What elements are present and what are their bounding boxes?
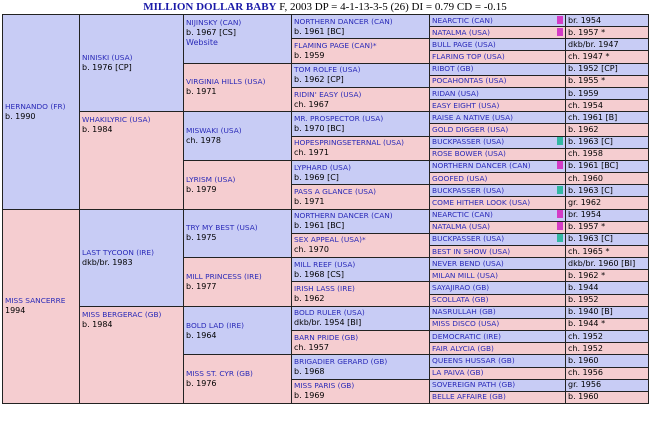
g3-name[interactable]: LYRISM (USA) — [186, 174, 236, 184]
g3-name[interactable]: MISS ST. CYR (GB) — [186, 369, 253, 379]
g4-cell — [292, 258, 430, 282]
g5-name[interactable]: GOOFED (USA) — [432, 173, 488, 183]
g5-name[interactable]: QUEENS HUSSAR (GB) — [432, 355, 515, 365]
g2-name[interactable]: NINISKI (USA) — [82, 53, 133, 63]
g4-born: b. 1969 — [294, 391, 325, 401]
g2-cell — [80, 15, 184, 112]
g3-cell — [184, 160, 292, 209]
g5-cell — [430, 282, 566, 294]
g4-born: b. 1959 — [294, 50, 325, 60]
g5-cell — [430, 51, 566, 63]
g5-name[interactable]: BUCKPASSER (USA) — [432, 137, 505, 147]
g2-born: dkb/br. 1983 — [82, 257, 133, 267]
g5-cell — [430, 245, 566, 257]
g5-born: b. 1944 * — [566, 318, 649, 330]
g5-cell — [430, 379, 566, 391]
g2-cell — [80, 209, 184, 306]
g5-name[interactable]: SCOLLATA (GB) — [432, 295, 489, 305]
g2-name[interactable]: MISS BERGERAC (GB) — [82, 309, 162, 319]
g5-name[interactable]: BELLE AFFAIRE (GB) — [432, 392, 506, 402]
g5-name[interactable]: POCAHONTAS (USA) — [432, 76, 507, 86]
g5-born: dkb/br. 1960 [BI] — [566, 258, 649, 270]
g5-born: b. 1957 * — [566, 27, 649, 39]
g5-name[interactable]: SOVEREIGN PATH (GB) — [432, 380, 516, 390]
g3-born: b. 1971 — [186, 87, 217, 97]
g5-cell — [430, 27, 566, 39]
g5-born: br. 1954 — [566, 209, 649, 221]
g5-cell — [430, 173, 566, 185]
g4-cell — [292, 282, 430, 306]
g3-name[interactable]: MISWAKI (USA) — [186, 126, 242, 136]
g5-born: ch. 1954 — [566, 100, 649, 112]
g5-name[interactable]: DEMOCRATIC (IRE) — [432, 331, 501, 341]
g5-name[interactable]: NASRULLAH (GB) — [432, 307, 496, 317]
g5-cell — [430, 258, 566, 270]
g5-born: ch. 1965 * — [566, 245, 649, 257]
inbreeding-marker — [557, 210, 563, 218]
g5-born: b. 1955 * — [566, 75, 649, 87]
g4-born: b. 1970 [BC] — [294, 123, 345, 133]
g5-name[interactable]: FLARING TOP (USA) — [432, 52, 505, 62]
g4-cell — [292, 87, 430, 111]
g5-born: br. 1954 — [566, 15, 649, 27]
g3-cell — [184, 63, 292, 112]
g5-name[interactable]: BULL PAGE (USA) — [432, 39, 496, 49]
horse-info: F, 2003 DP = 4-1-13-3-5 (26) DI = 0.79 CD = -0.15 — [276, 1, 507, 13]
inbreeding-marker — [557, 234, 563, 242]
g5-cell — [430, 209, 566, 221]
g5-cell — [430, 331, 566, 343]
g3-name[interactable]: VIRGINIA HILLS (USA) — [186, 77, 266, 87]
pedigree-title — [0, 0, 650, 14]
g5-cell — [430, 124, 566, 136]
g5-cell — [430, 39, 566, 51]
g5-name[interactable]: GOLD DIGGER (USA) — [432, 124, 509, 134]
g4-name[interactable]: HOPESPRINGSETERNAL (USA) — [294, 138, 405, 148]
g5-cell — [430, 75, 566, 87]
g5-born: dkb/br. 1947 — [566, 39, 649, 51]
g2-cell — [80, 306, 184, 403]
g5-born: gr. 1962 — [566, 197, 649, 209]
g5-name[interactable]: SAYAJIRAO (GB) — [432, 283, 490, 293]
g4-name[interactable]: TOM ROLFE (USA) — [294, 65, 361, 75]
g3-cell — [184, 209, 292, 258]
g5-born: ch. 1956 — [566, 367, 649, 379]
g4-cell — [292, 306, 430, 330]
g5-born: gr. 1956 — [566, 379, 649, 391]
g4-cell — [292, 112, 430, 136]
pedigree-table — [2, 14, 649, 404]
g4-name[interactable]: BARN PRIDE (GB) — [294, 332, 359, 342]
g5-name[interactable]: FAIR ALYCIA (GB) — [432, 343, 494, 353]
g5-name[interactable]: BUCKPASSER (USA) — [432, 185, 505, 195]
g5-born: b. 1962 — [566, 124, 649, 136]
g4-name[interactable]: FLAMING PAGE (CAN)* — [294, 40, 377, 50]
g5-born: b. 1960 — [566, 355, 649, 367]
g4-born: b. 1969 [C] — [294, 172, 339, 182]
g4-name[interactable]: NORTHERN DANCER (CAN) — [294, 211, 393, 221]
sire-born: b. 1990 — [5, 111, 36, 121]
g2-cell — [80, 112, 184, 209]
g4-cell — [292, 233, 430, 257]
g4-born: b. 1961 [BC] — [294, 221, 345, 231]
g4-cell — [292, 15, 430, 39]
g5-cell — [430, 136, 566, 148]
g4-name[interactable]: SEX APPEAL (USA)* — [294, 235, 366, 245]
g5-born: b. 1960 — [566, 391, 649, 403]
g5-born: b. 1944 — [566, 282, 649, 294]
g5-name[interactable]: NATALMA (USA) — [432, 222, 490, 232]
g5-born: ch. 1958 — [566, 148, 649, 160]
g5-cell — [430, 318, 566, 330]
g5-cell — [430, 355, 566, 367]
g5-born: ch. 1961 [B] — [566, 112, 649, 124]
g4-born: b. 1971 — [294, 196, 325, 206]
g5-cell — [430, 63, 566, 75]
g3-born: b. 1967 [CS] — [186, 28, 236, 37]
g5-name[interactable]: NEARCTIC (CAN) — [432, 210, 493, 220]
dam-cell — [3, 209, 80, 404]
inbreeding-marker — [557, 186, 563, 194]
g3-born: b. 1977 — [186, 281, 217, 291]
g4-cell — [292, 136, 430, 160]
g5-cell — [430, 233, 566, 245]
g5-name[interactable]: RAISE A NATIVE (USA) — [432, 112, 514, 122]
inbreeding-marker — [557, 161, 563, 169]
g5-name[interactable]: RIDAN (USA) — [432, 88, 479, 98]
g4-born: dkb/br. 1954 [BI] — [294, 318, 362, 328]
g4-name[interactable]: PASS A GLANCE (USA) — [294, 186, 377, 196]
g5-born: b. 1963 [C] — [566, 233, 649, 245]
g5-name[interactable]: LA PAIVA (GB) — [432, 368, 484, 378]
g3-cell — [184, 355, 292, 404]
g4-born: ch. 1971 — [294, 148, 329, 158]
g5-name[interactable]: NEARCTIC (CAN) — [432, 15, 493, 25]
g4-name[interactable]: MILL REEF (USA) — [294, 259, 356, 269]
g5-cell — [430, 148, 566, 160]
g5-born: ch. 1947 * — [566, 51, 649, 63]
g5-born: b. 1952 [CP] — [566, 63, 649, 75]
g5-born: ch. 1952 — [566, 343, 649, 355]
g4-name[interactable]: MR. PROSPECTOR (USA) — [294, 113, 384, 123]
g5-cell — [430, 112, 566, 124]
g5-name[interactable]: COME HITHER LOOK (USA) — [432, 197, 531, 207]
g5-cell — [430, 367, 566, 379]
website-link[interactable]: Website — [186, 38, 218, 47]
g3-name[interactable]: TRY MY BEST (USA) — [186, 223, 258, 233]
g4-name[interactable]: IRISH LASS (IRE) — [294, 284, 355, 294]
g5-born: b. 1963 [C] — [566, 185, 649, 197]
g5-name[interactable]: NORTHERN DANCER (CAN) — [432, 161, 531, 171]
g4-cell — [292, 160, 430, 184]
g5-name[interactable]: MILAN MILL (USA) — [432, 270, 498, 280]
g5-cell — [430, 100, 566, 112]
inbreeding-marker — [557, 16, 563, 24]
dam-born: 1994 — [5, 306, 26, 316]
g4-cell — [292, 209, 430, 233]
g4-born: ch. 1957 — [294, 342, 329, 352]
g5-cell — [430, 197, 566, 209]
g2-born: b. 1976 [CP] — [82, 63, 132, 73]
g5-name[interactable]: BUCKPASSER (USA) — [432, 234, 505, 244]
g4-name[interactable]: BRIGADIER GERARD (GB) — [294, 357, 388, 367]
g3-name[interactable]: NIJINSKY (CAN) — [186, 18, 242, 27]
g5-born: b. 1952 — [566, 294, 649, 306]
g5-cell — [430, 270, 566, 282]
g5-born: b. 1961 [BC] — [566, 160, 649, 172]
g3-name[interactable]: MILL PRINCESS (IRE) — [186, 271, 262, 281]
g3-born: b. 1979 — [186, 184, 217, 194]
inbreeding-marker — [557, 137, 563, 145]
g4-born: ch. 1970 — [294, 245, 329, 255]
dam-name[interactable]: MISS SANCERRE — [5, 296, 66, 306]
g4-cell — [292, 331, 430, 355]
inbreeding-marker — [557, 28, 563, 36]
g3-born: ch. 1978 — [186, 136, 221, 146]
sire-name[interactable]: HERNANDO (FR) — [5, 101, 66, 111]
g5-cell — [430, 221, 566, 233]
g2-born: b. 1984 — [82, 319, 113, 329]
g4-name[interactable]: MISS PARIS (GB) — [294, 381, 355, 391]
g3-born: b. 1976 — [186, 379, 217, 389]
g5-name[interactable]: EASY EIGHT (USA) — [432, 100, 500, 110]
g4-cell — [292, 185, 430, 209]
g2-name[interactable]: WHAKILYRIC (USA) — [82, 115, 151, 125]
g4-born: b. 1962 [CP] — [294, 75, 344, 85]
g4-name[interactable]: LYPHARD (USA) — [294, 162, 351, 172]
g4-cell — [292, 63, 430, 87]
g3-name[interactable]: BOLD LAD (IRE) — [186, 320, 245, 330]
g3-born: b. 1964 — [186, 330, 217, 340]
g3-cell — [184, 306, 292, 355]
g5-name[interactable]: ROSE BOWER (USA) — [432, 149, 506, 159]
g4-name[interactable]: RIDIN' EASY (USA) — [294, 89, 362, 99]
g4-born: ch. 1967 — [294, 99, 329, 109]
g5-cell — [430, 391, 566, 403]
inbreeding-marker — [557, 222, 563, 230]
sire-cell — [3, 15, 80, 210]
g4-cell — [292, 39, 430, 63]
g5-born: b. 1940 [B] — [566, 306, 649, 318]
g5-cell — [430, 294, 566, 306]
g5-cell — [430, 185, 566, 197]
g2-name[interactable]: LAST TYCOON (IRE) — [82, 247, 154, 257]
g5-born: ch. 1960 — [566, 173, 649, 185]
g4-name[interactable]: BOLD RULER (USA) — [294, 308, 365, 318]
g5-cell — [430, 160, 566, 172]
g5-name[interactable]: MISS DISCO (USA) — [432, 319, 500, 329]
g5-cell — [430, 15, 566, 27]
g5-born: ch. 1952 — [566, 331, 649, 343]
g4-born: b. 1962 — [294, 294, 325, 304]
g5-name[interactable]: NEVER BEND (USA) — [432, 258, 504, 268]
g4-name[interactable]: NORTHERN DANCER (CAN) — [294, 16, 393, 26]
g5-name[interactable]: NATALMA (USA) — [432, 27, 490, 37]
g3-cell — [184, 258, 292, 307]
g4-cell — [292, 355, 430, 379]
g5-cell — [430, 306, 566, 318]
g5-cell — [430, 87, 566, 99]
g5-born: b. 1957 * — [566, 221, 649, 233]
g4-born: b. 1968 [CS] — [294, 269, 344, 279]
g5-name[interactable]: RIBOT (GB) — [432, 64, 474, 74]
g4-born: b. 1968 — [294, 367, 325, 377]
g2-born: b. 1984 — [82, 125, 113, 135]
g5-born: b. 1962 * — [566, 270, 649, 282]
g3-cell — [184, 15, 292, 64]
g5-cell — [430, 343, 566, 355]
g4-born: b. 1961 [BC] — [294, 26, 345, 36]
g5-born: b. 1959 — [566, 87, 649, 99]
g5-name[interactable]: BEST IN SHOW (USA) — [432, 246, 511, 256]
g5-born: b. 1963 [C] — [566, 136, 649, 148]
g3-cell — [184, 112, 292, 161]
horse-name[interactable]: MILLION DOLLAR BABY — [143, 1, 277, 13]
g3-born: b. 1975 — [186, 233, 217, 243]
g4-cell — [292, 379, 430, 403]
